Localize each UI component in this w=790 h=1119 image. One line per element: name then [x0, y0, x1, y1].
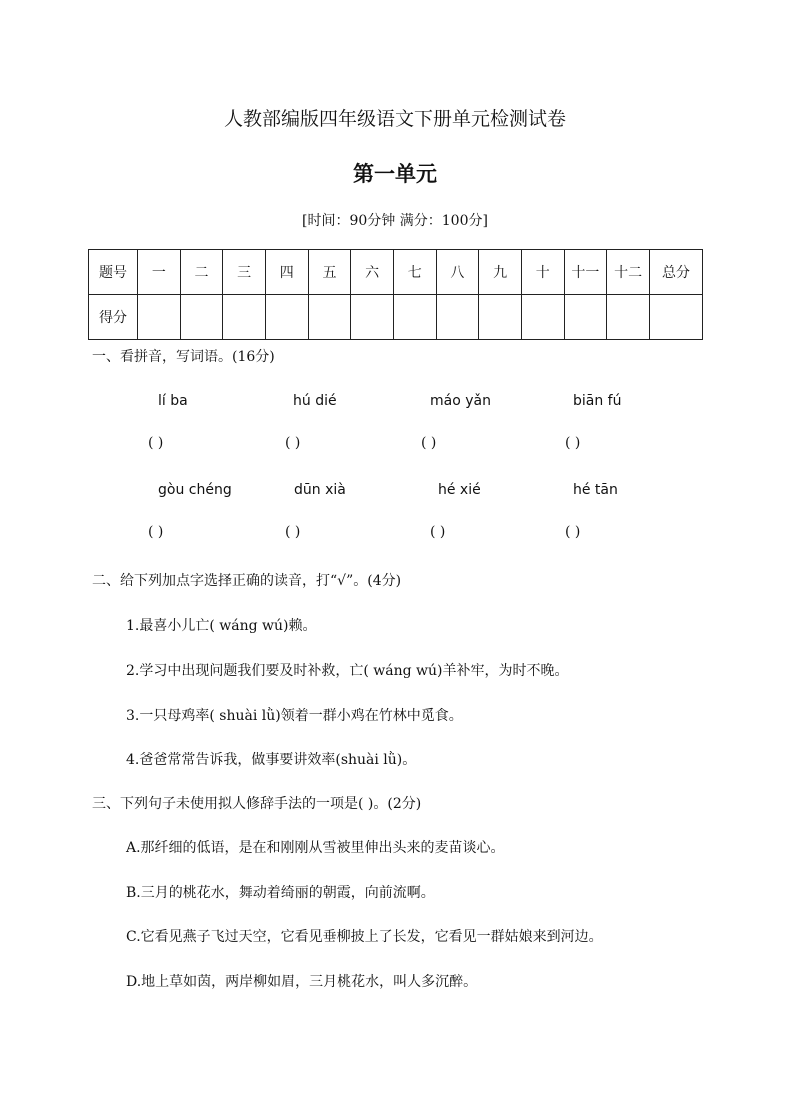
column-header: 三: [223, 250, 266, 295]
column-header: 五: [308, 250, 351, 295]
column-header: 十: [521, 250, 564, 295]
answer-blank[interactable]: ( ): [285, 435, 301, 451]
pinyin-item: hé tān: [573, 482, 618, 498]
question-item: 2.学习中出现问题我们要及时补救，亡( wáng wú)羊补牢，为时不晚。: [126, 663, 569, 679]
score-cell[interactable]: [393, 295, 436, 340]
section1-title: 一、看拼音，写词语。(16分): [92, 349, 275, 365]
option-b: B.三月的桃花水，舞动着绮丽的朝霞，向前流啊。: [126, 885, 435, 901]
score-cell[interactable]: [180, 295, 223, 340]
column-header: 二: [180, 250, 223, 295]
score-table-score-row: [89, 295, 703, 340]
total-header-cell: 总分: [650, 250, 703, 295]
score-cell[interactable]: [564, 295, 607, 340]
pinyin-item: lí ba: [158, 393, 188, 409]
answer-blank[interactable]: ( ): [148, 435, 164, 451]
pinyin-item: hé xié: [438, 482, 481, 498]
section3-title: 三、下列句子未使用拟人修辞手法的一项是( )。(2分): [92, 796, 422, 812]
answer-blank[interactable]: ( ): [148, 524, 164, 540]
score-cell[interactable]: [138, 295, 181, 340]
column-header: 九: [479, 250, 522, 295]
pinyin-item: dūn xià: [294, 482, 346, 498]
option-d: D.地上草如茵，两岸柳如眉，三月桃花水，叫人多沉醉。: [126, 974, 478, 990]
section2-title: 二、给下列加点字选择正确的读音，打“√”。(4分): [92, 573, 402, 589]
header-label-cell: 题号: [89, 250, 138, 295]
column-header: 十二: [607, 250, 650, 295]
option-c: C.它看见燕子飞过天空，它看见垂柳披上了长发，它看见一群姑娘来到河边。: [126, 929, 603, 945]
question-item: 1.最喜小儿亡( wáng wú)赖。: [126, 618, 317, 634]
pinyin-item: biān fú: [573, 393, 622, 409]
exam-meta: [时间：90分钟 满分：100分]: [302, 213, 488, 229]
score-cell[interactable]: [265, 295, 308, 340]
unit-title: 第一单元: [353, 161, 437, 186]
answer-blank[interactable]: ( ): [565, 524, 581, 540]
score-cell[interactable]: [308, 295, 351, 340]
score-cell[interactable]: [223, 295, 266, 340]
page-title: 人教部编版四年级语文下册单元检测试卷: [223, 108, 566, 130]
column-header: 六: [351, 250, 394, 295]
question-item: 3.一只母鸡率( shuài lǜ)领着一群小鸡在竹林中觅食。: [126, 708, 463, 724]
column-header: 七: [393, 250, 436, 295]
score-table-header-row: [89, 250, 703, 295]
column-header: 十一: [564, 250, 607, 295]
answer-blank[interactable]: ( ): [421, 435, 437, 451]
score-cell[interactable]: [351, 295, 394, 340]
column-header: 四: [265, 250, 308, 295]
pinyin-item: hú dié: [293, 393, 337, 409]
answer-blank[interactable]: ( ): [285, 524, 301, 540]
score-table: [88, 249, 703, 340]
score-cell[interactable]: [521, 295, 564, 340]
pinyin-item: máo yǎn: [430, 393, 491, 409]
question-item: 4.爸爸常常告诉我，做事要讲效率(shuài lǜ)。: [126, 752, 417, 768]
answer-blank[interactable]: ( ): [430, 524, 446, 540]
pinyin-item: gòu chéng: [158, 482, 232, 498]
score-label-cell: 得分: [89, 295, 138, 340]
total-score-cell[interactable]: [650, 295, 703, 340]
option-a: A.那纤细的低语，是在和刚刚从雪被里伸出头来的麦苗谈心。: [126, 840, 505, 856]
column-header: 八: [436, 250, 479, 295]
score-cell[interactable]: [607, 295, 650, 340]
column-header: 一: [138, 250, 181, 295]
score-cell[interactable]: [479, 295, 522, 340]
answer-blank[interactable]: ( ): [565, 435, 581, 451]
score-cell[interactable]: [436, 295, 479, 340]
